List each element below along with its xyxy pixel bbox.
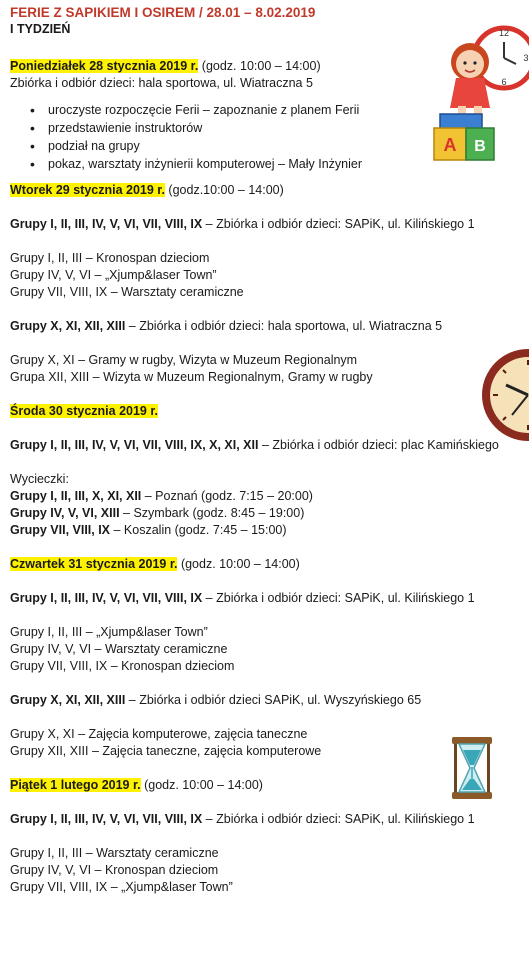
group-list: Grupy I, II, III, X, XI, XII bbox=[10, 489, 142, 503]
activity-line: Grupy I, II, III – „Xjump&laser Town” bbox=[10, 625, 208, 639]
activity-line: Grupy X, XI – Gramy w rugby, Wizyta w Muzeum Regionalnym bbox=[10, 353, 358, 367]
group-list: Grupy I, II, III, IV, V, VI, VII, VIII, IX bbox=[10, 812, 203, 826]
group-list: Grupy X, XI, XII, XIII bbox=[10, 693, 126, 707]
clock-number: 6 bbox=[501, 77, 507, 87]
trip-line bbox=[10, 488, 525, 505]
activity-line: Grupy VII, VIII, IX – Kronospan dzieciom bbox=[10, 659, 235, 673]
day-heading-tuesday bbox=[10, 182, 525, 199]
trip-line bbox=[10, 505, 525, 522]
meeting-line bbox=[10, 216, 525, 233]
meeting-place: – Zbiórka i odbiór dzieci: SAPiK, ul. Kilińskiego 1 bbox=[202, 591, 475, 605]
activity-line: Grupy IV, V, VI – Warsztaty ceramiczne bbox=[10, 642, 228, 656]
day-date-highlight: Piątek 1 lutego 2019 r. bbox=[10, 778, 141, 792]
block-letter: A bbox=[443, 135, 457, 155]
day-date-highlight: Wtorek 29 stycznia 2019 r. bbox=[10, 183, 165, 197]
activity-line: Grupy I, II, III – Warsztaty ceramiczne bbox=[10, 846, 219, 860]
meeting-place: Zbiórka i odbiór dzieci: hala sportowa, ul. Wiatraczna 5 bbox=[10, 76, 313, 90]
group-list: Grupy I, II, III, IV, V, VI, VII, VIII, IX bbox=[10, 217, 203, 231]
girl-dress-icon bbox=[450, 78, 490, 108]
meeting-place: – Zbiórka i odbiór dzieci SAPiK, ul. Wyszyńskiego 65 bbox=[125, 693, 422, 707]
day-heading-wednesday bbox=[10, 403, 525, 420]
activity-line: Grupa XII, XIII – Wizyta w Muzeum Regionalnym, Gramy w rugby bbox=[10, 370, 373, 384]
meeting-line bbox=[10, 590, 525, 607]
activity-line: Grupy X, XI – Zajęcia komputerowe, zajęcia taneczne bbox=[10, 727, 308, 741]
hourglass-icon bbox=[448, 735, 496, 801]
meeting-place: – Zbiórka i odbiór dzieci: SAPiK, ul. Kilińskiego 1 bbox=[202, 812, 475, 826]
group-list: Grupy I, II, III, IV, V, VI, VII, VIII, IX, X, XI, XII bbox=[10, 438, 259, 452]
group-list: Grupy IV, V, VI, XIII bbox=[10, 506, 120, 520]
trip-destination: – Koszalin (godz. 7:45 – 15:00) bbox=[110, 523, 287, 537]
list-item: • przedstawienie instruktorów bbox=[36, 119, 525, 137]
activity-line: Grupy XII, XIII – Zajęcia taneczne, zajęcia komputerowe bbox=[10, 744, 322, 758]
group-list: Grupy VII, VIII, IX bbox=[10, 523, 111, 537]
activity-line: Grupy I, II, III – Kronospan dzieciom bbox=[10, 251, 210, 265]
week-heading: I TYDZIEŃ bbox=[10, 22, 71, 36]
wall-clock-icon bbox=[470, 345, 529, 445]
page-title: FERIE Z SAPIKIEM I OSIREM / 28.01 – 8.02.2019 bbox=[10, 5, 316, 20]
day-hours: (godz.10:00 – 14:00) bbox=[164, 183, 284, 197]
meeting-place: – Zbiórka i odbiór dzieci: hala sportowa, ul. Wiatraczna 5 bbox=[125, 319, 443, 333]
meeting-place: – Zbiórka i odbiór dzieci: plac Kamińskiego bbox=[258, 438, 499, 452]
activity-line: Grupy VII, VIII, IX – Warsztaty ceramiczne bbox=[10, 285, 244, 299]
day-hours: (godz. 10:00 – 14:00) bbox=[198, 59, 321, 73]
trips-label: Wycieczki: bbox=[10, 472, 69, 486]
clock-number: 12 bbox=[498, 28, 510, 38]
group-list: Grupy I, II, III, IV, V, VI, VII, VIII, IX bbox=[10, 591, 203, 605]
list-item: • podział na grupy bbox=[36, 137, 525, 155]
trip-line bbox=[10, 522, 525, 539]
day-date-highlight: Środa 30 stycznia 2019 r. bbox=[10, 404, 159, 418]
day-date-highlight: Czwartek 31 stycznia 2019 r. bbox=[10, 557, 178, 571]
day-hours: (godz. 10:00 – 14:00) bbox=[177, 557, 300, 571]
day-date-highlight: Poniedziałek 28 stycznia 2019 r. bbox=[10, 59, 199, 73]
day-heading-thursday bbox=[10, 556, 525, 573]
activity-line: Grupy VII, VIII, IX – „Xjump&laser Town” bbox=[10, 880, 233, 894]
day-hours: (godz. 10:00 – 14:00) bbox=[140, 778, 263, 792]
meeting-line bbox=[10, 811, 525, 828]
list-item: • uroczyste rozpoczęcie Ferii – zapoznanie z planem Ferii bbox=[36, 101, 525, 119]
meeting-line bbox=[10, 318, 525, 335]
meeting-line bbox=[10, 692, 525, 709]
girl-with-clock-illustration bbox=[418, 8, 529, 170]
trip-destination: – Poznań (godz. 7:15 – 20:00) bbox=[141, 489, 313, 503]
block-letter: B bbox=[474, 138, 486, 155]
meeting-line bbox=[10, 437, 525, 454]
group-list: Grupy X, XI, XII, XIII bbox=[10, 319, 126, 333]
trip-destination: – Szymbark (godz. 8:45 – 19:00) bbox=[119, 506, 305, 520]
list-item: • pokaz, warsztaty inżynierii komputerowej – Mały Inżynier bbox=[36, 155, 525, 173]
activity-line: Grupy IV, V, VI – Kronospan dzieciom bbox=[10, 863, 219, 877]
meeting-place: – Zbiórka i odbiór dzieci: SAPiK, ul. Kilińskiego 1 bbox=[202, 217, 475, 231]
activity-line: Grupy IV, V, VI – „Xjump&laser Town” bbox=[10, 268, 217, 282]
clock-number: 3 bbox=[523, 53, 529, 63]
